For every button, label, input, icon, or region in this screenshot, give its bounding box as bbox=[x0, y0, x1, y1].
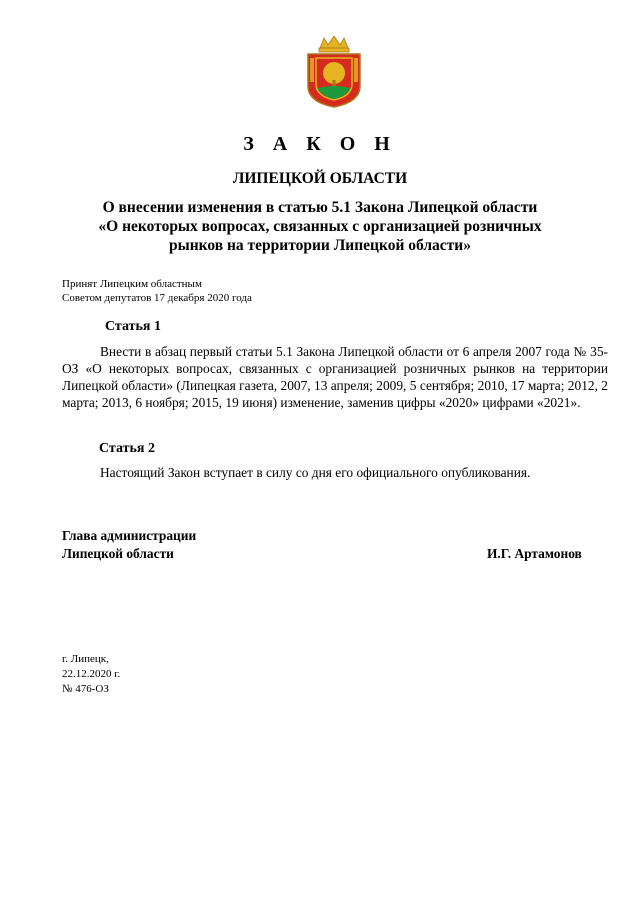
article-1-heading: Статья 1 bbox=[105, 319, 161, 334]
subject-line-2: «О некоторых вопросах, связанных с организацией розничных bbox=[98, 218, 542, 235]
lipetsk-coat-of-arms-icon bbox=[302, 36, 366, 108]
adoption-note bbox=[62, 277, 252, 305]
article-2-text: Настоящий Закон вступает в силу со дня его официального опубликования. bbox=[100, 465, 531, 480]
document-type-title: З А К О Н bbox=[243, 133, 397, 155]
place-of-signing: г. Липецк, bbox=[62, 653, 109, 665]
law-number: № 476-ОЗ bbox=[62, 683, 109, 695]
adoption-line-1: Принят Липецким областным bbox=[62, 278, 202, 290]
signatory-title-line-1: Глава администрации bbox=[62, 528, 197, 543]
article-2-heading: Статья 2 bbox=[99, 441, 155, 456]
signatory-name: И.Г. Артамонов bbox=[487, 546, 582, 561]
law-subject-title bbox=[0, 198, 640, 255]
adoption-line-2: Советом депутатов 17 декабря 2020 года bbox=[62, 292, 252, 304]
subject-line-3: рынков на территории Липецкой области» bbox=[169, 237, 471, 254]
signatory-title-line-2: Липецкой области bbox=[62, 546, 174, 561]
subject-line-1: О внесении изменения в статью 5.1 Закона Липецкой области bbox=[102, 199, 538, 216]
signing-date: 22.12.2020 г. bbox=[62, 668, 121, 680]
article-1-text: Внести в абзац первый статьи 5.1 Закона Липецкой области от 6 апреля 2007 года № 35-ОЗ «О некоторых вопросах, связанных с организацией розничных рынков на территории Липецкой области» (Липецкая газета, 2007, 13 апреля; 2009, 5 сентября; 2010, 17 марта; 2012, 2 марта; 2013, 6 ноября; 2015, 19 июня) изменение, заменив цифры «2020» цифрами «2021». bbox=[62, 344, 608, 410]
region-title: ЛИПЕЦКОЙ ОБЛАСТИ bbox=[232, 170, 408, 187]
